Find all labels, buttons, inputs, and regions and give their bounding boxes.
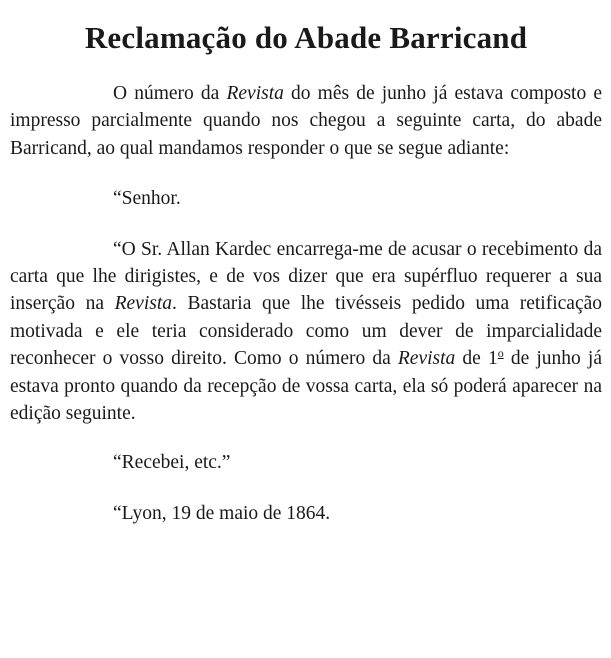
paragraph-place-date: “Lyon, 19 de maio de 1864. — [113, 502, 331, 524]
page-title: Reclamação do Abade Barricand — [84, 20, 528, 55]
letter-text-part4: de junho já estava pronto quando da recepção de vossa carta, ela só poderá aparecer na edição seguinte. — [10, 348, 602, 425]
intro-revista-italic: Revista — [226, 83, 284, 104]
letter-text-part1: “O Sr. Allan Kardec encarrega-me de acusar o recebimento da carta que lhe dirigistes, e de vos dizer que era supérfluo requerer a sua inserção na — [10, 238, 602, 315]
ordinal-superscript: o — [497, 346, 504, 361]
letter-text-part2: . Bastaria que lhe tivésseis pedido uma retificação motivada e ele teria considerado como um dever de imparcialidade reconhecer o vosso direito. Como o número da — [10, 293, 602, 370]
letter-revista-italic-2: Revista — [397, 348, 456, 370]
paragraph-intro — [10, 80, 602, 162]
paragraph-salutation: “Senhor. — [113, 188, 181, 210]
letter-revista-italic-1: Revista — [114, 293, 172, 315]
paragraph-letter-body — [10, 236, 602, 428]
intro-text-start: O número da — [113, 83, 227, 104]
intro-text-end: do mês de junho já estava composto e impresso parcialmente quando nos chegou a seguinte carta, do abade Barricand, ao qual mandamos responder o que se segue adiante: — [10, 83, 602, 159]
paragraph-closing: “Recebei, etc.” — [113, 452, 231, 474]
letter-text-part3: de 1 — [455, 348, 498, 370]
document-page — [10, 0, 602, 527]
